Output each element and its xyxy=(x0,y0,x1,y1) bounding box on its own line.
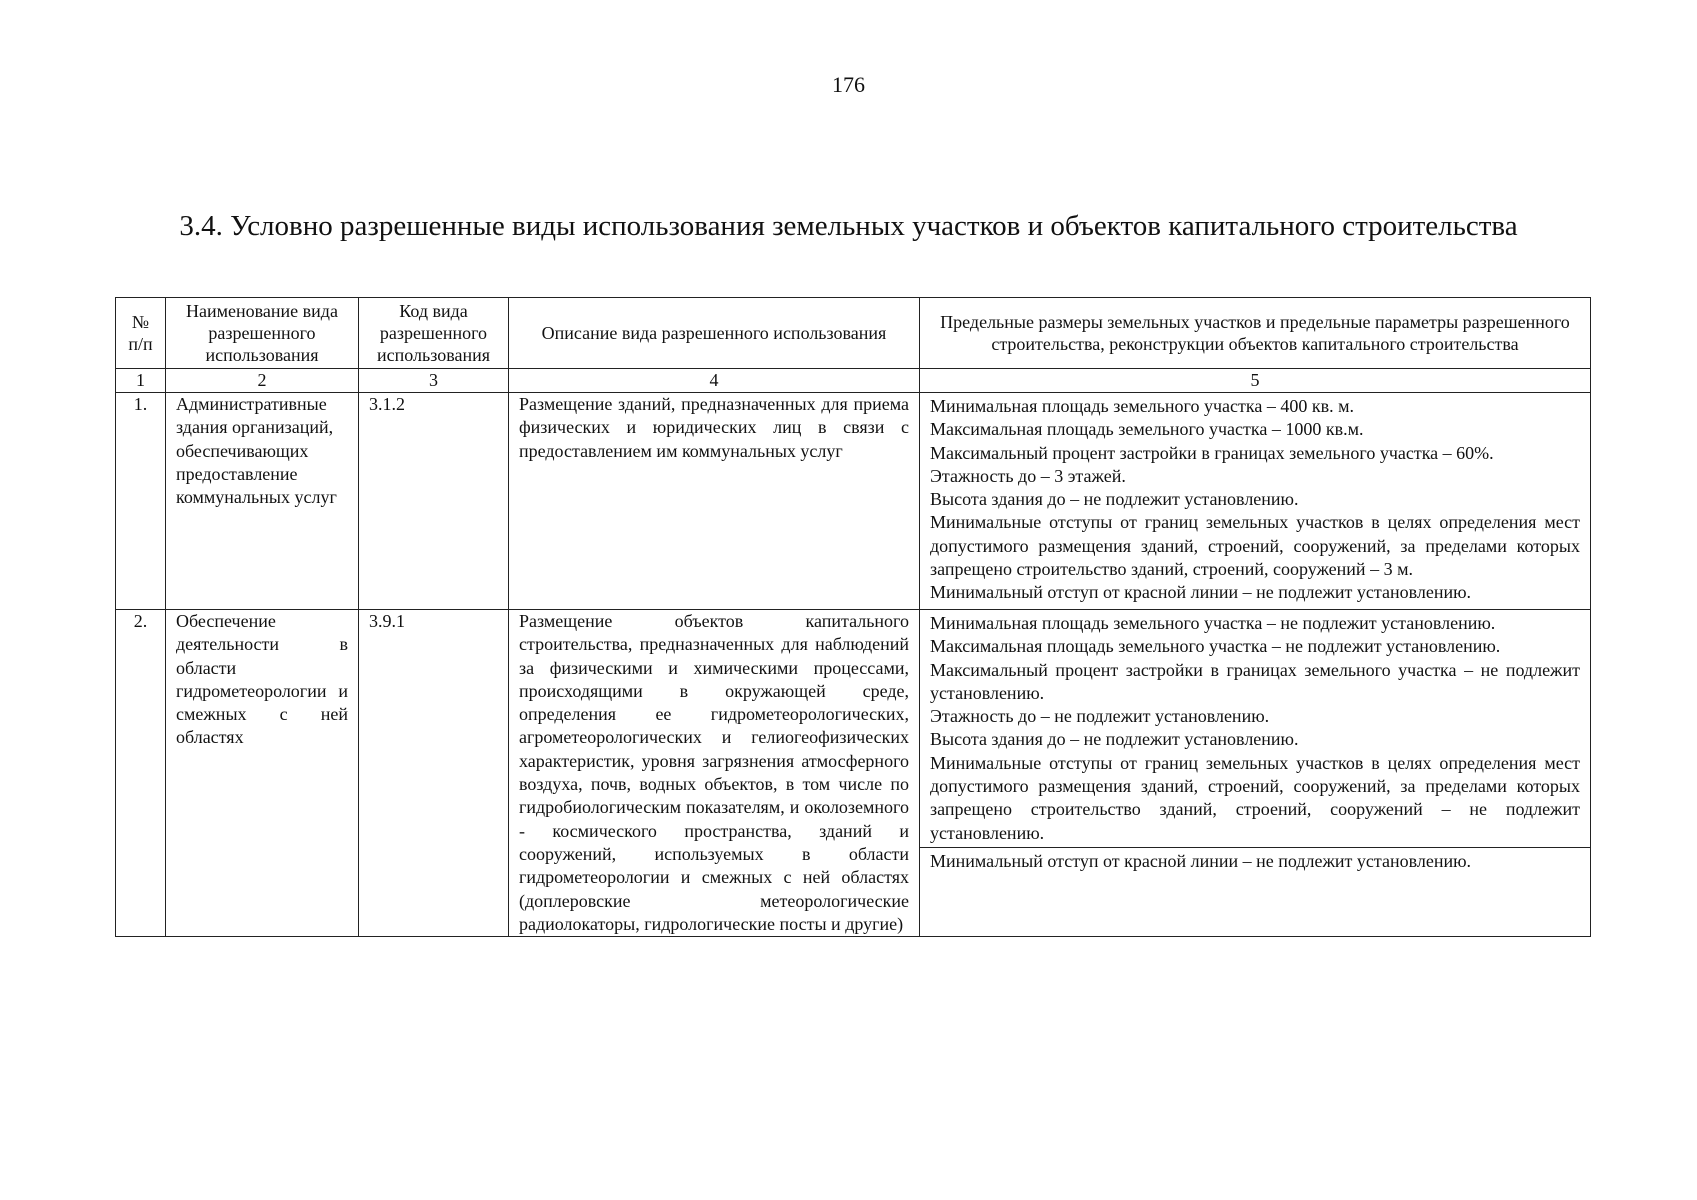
param-line: Высота здания до – не подлежит установлению. xyxy=(930,489,1299,510)
param-line: Минимальная площадь земельного участка – 400 кв. м. xyxy=(930,396,1354,416)
column-number: 1 xyxy=(116,369,166,393)
row-description: Размещение зданий, предназначенных для приема физических и юридических лиц в связи с предоставлением им коммунальных услуг xyxy=(509,393,920,610)
param-line: Минимальные отступы от границ земельных участков в целях определения мест допустимого размещения зданий, строений, сооружений, за пределами которых запрещено строительство зданий, строений, сооружений – не подлежит установлению. xyxy=(930,752,1580,843)
param-line: Минимальные отступы от границ земельных участков в целях определения мест допустимого размещения зданий, строений, сооружений, за пределами которых запрещено строительство зданий, строений, сооружений – 3 м. xyxy=(930,512,1580,580)
row-name: Административные здания организаций, обеспечивающих предоставление коммунальных услуг xyxy=(166,393,359,610)
header-code: Код вида разрешенного использования xyxy=(359,298,509,369)
param-line: Минимальная площадь земельного участка – не подлежит установлению. xyxy=(930,613,1496,633)
row-name: Обеспечение деятельности в области гидрометеорологии и смежных с ней областях xyxy=(166,610,359,937)
table-row xyxy=(116,610,1591,937)
row-code: 3.1.2 xyxy=(359,393,509,610)
param-line: Минимальный отступ от красной линии – не подлежит установлению. xyxy=(930,582,1472,603)
section-title: 3.4. Условно разрешенные виды использования земельных участков и объектов капитального строительства xyxy=(179,210,1518,242)
column-number: 3 xyxy=(359,369,509,393)
param-line: Максимальный процент застройки в границах земельного участка – 60%. xyxy=(930,442,1494,463)
header-params: Предельные размеры земельных участков и предельные параметры разрешенного строительства, реконструкции объектов капитального строительства xyxy=(920,298,1591,369)
column-number-row xyxy=(116,369,1591,393)
row-params xyxy=(920,393,1591,610)
column-number: 4 xyxy=(509,369,920,393)
row-num: 1. xyxy=(116,393,166,610)
row-description: Размещение объектов капитального строительства, предназначенных для наблюдений за физическими и химическими процессами, происходящими в окружающей среде, определения ее гидрометеорологических, агрометеорологических и гелиогеофизических характеристик, уровня загрязнения атмосферного воздуха, почв, водных объектов, в том числе по гидробиологическим показателям, и околоземного - космического пространства, зданий и сооружений, используемых в области гидрометеорологии и смежных с ней областях (доплеровские метеорологические радиолокаторы, гидрологические посты и другие) xyxy=(509,610,920,937)
row-num: 2. xyxy=(116,610,166,937)
column-number: 5 xyxy=(920,369,1591,393)
param-line: Минимальный отступ от красной линии – не подлежит установлению. xyxy=(930,850,1472,871)
row-code: 3.9.1 xyxy=(359,610,509,937)
table-row xyxy=(116,393,1591,610)
param-line: Этажность до – не подлежит установлению. xyxy=(930,706,1270,727)
column-number: 2 xyxy=(166,369,359,393)
param-line: Максимальная площадь земельного участка – 1000 кв.м. xyxy=(930,419,1364,440)
row-params xyxy=(920,610,1591,937)
param-line: Максимальный процент застройки в границах земельного участка – не подлежит установлению. xyxy=(930,659,1580,703)
param-line: Максимальная площадь земельного участка – не подлежит установлению. xyxy=(930,636,1501,657)
page-number: 176 xyxy=(832,72,865,97)
table-header-row xyxy=(116,298,1591,369)
header-name: Наименование вида разрешенного использования xyxy=(166,298,359,369)
land-use-table xyxy=(115,297,1591,937)
param-line: Этажность до – 3 этажей. xyxy=(930,465,1126,486)
header-description: Описание вида разрешенного использования xyxy=(509,298,920,369)
header-num: № п/п xyxy=(116,298,166,369)
param-line: Высота здания до – не подлежит установлению. xyxy=(930,729,1299,750)
